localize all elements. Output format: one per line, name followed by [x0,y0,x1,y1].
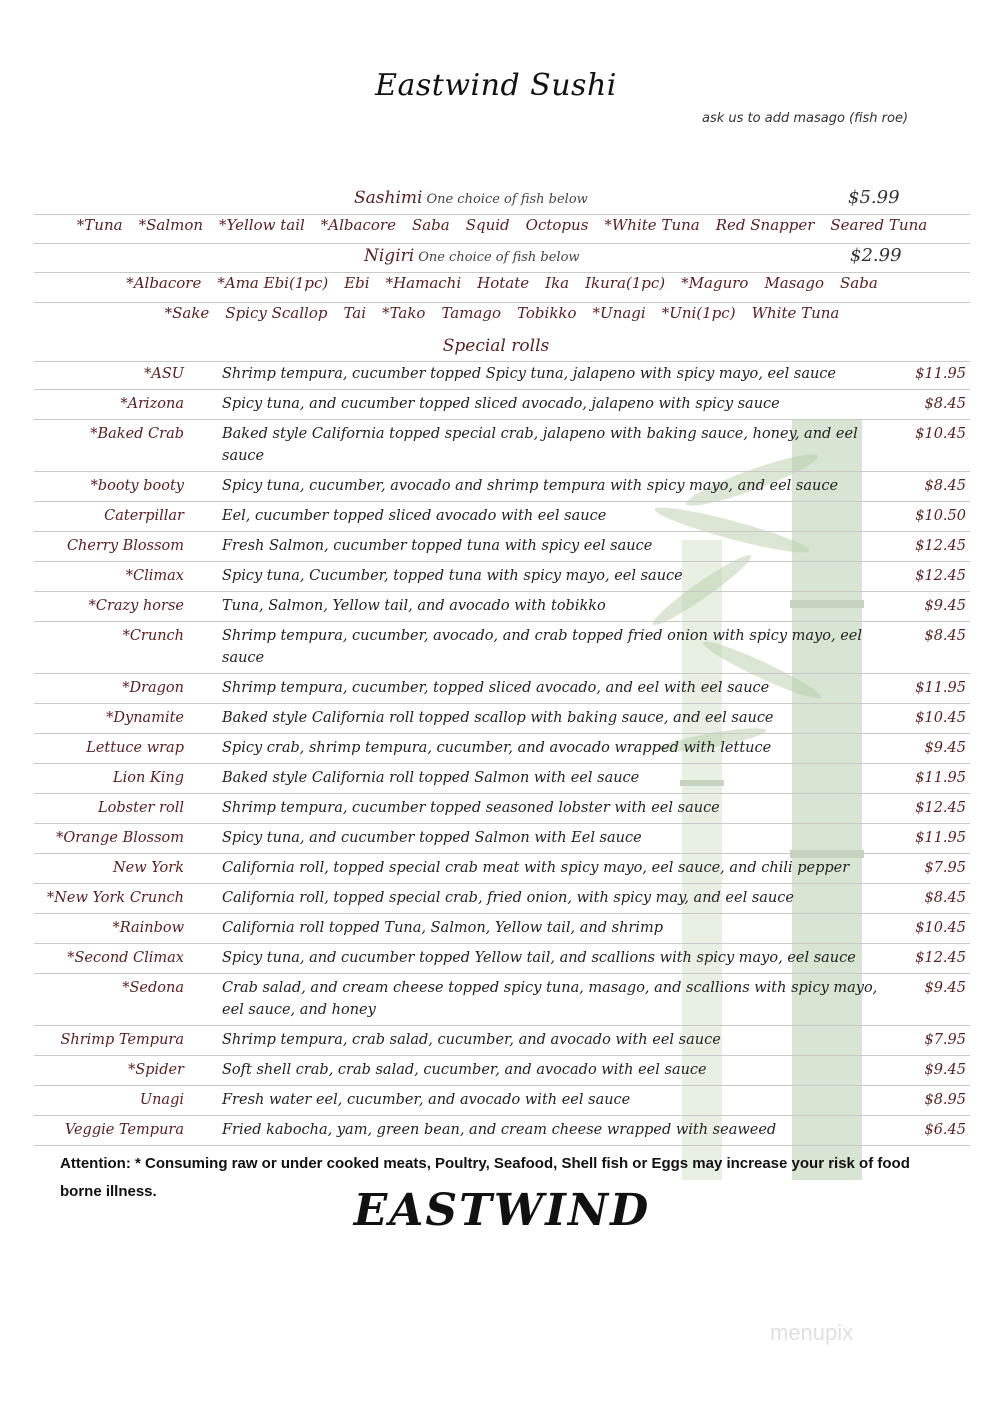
roll-row [34,914,970,944]
fish-option: *Maguro [681,274,749,292]
roll-row [34,794,970,824]
roll-price: $11.95 [915,680,966,696]
roll-price: $12.45 [915,568,966,584]
roll-desc: Shrimp tempura, cucumber, topped sliced avocado, and eel with eel sauce [222,680,770,696]
roll-desc: Baked style California topped special crab, jalapeno with baking sauce, honey, and eel sauce [222,426,858,464]
roll-row [34,734,970,764]
roll-name: *New York Crunch [46,890,184,906]
roll-price: $7.95 [924,860,966,876]
roll-price: $11.95 [915,366,966,382]
fish-option: Masago [764,274,825,292]
roll-price: $11.95 [915,770,966,786]
roll-name: *Rainbow [112,920,184,936]
sashimi-note: One choice of fish below [426,192,588,207]
roll-price: $8.45 [924,478,966,494]
roll-desc: Spicy tuna, cucumber, avocado and shrimp tempura with spicy mayo, and eel sauce [222,478,839,494]
roll-name: Unagi [139,1092,184,1108]
roll-row [34,592,970,622]
roll-name: Lettuce wrap [86,740,184,756]
roll-desc: Tuna, Salmon, Yellow tail, and avocado with tobikko [222,598,606,614]
roll-row [34,622,970,674]
fish-option: Saba [840,274,878,292]
roll-price: $9.45 [924,740,966,756]
roll-row [34,854,970,884]
fish-option: *Albacore [126,274,202,292]
roll-row [34,1026,970,1056]
fish-option: Ikura(1pc) [585,274,666,292]
roll-row [34,674,970,704]
fish-option: Octopus [525,216,589,234]
roll-desc: Shrimp tempura, cucumber, avocado, and crab topped fried onion with spicy mayo, eel sauce [222,628,862,666]
watermark: menupix [770,1320,854,1345]
nigiri-fish-list-2 [34,304,970,322]
fish-option: *Yellow tail [219,216,305,234]
roll-desc: Soft shell crab, crab salad, cucumber, and avocado with eel sauce [222,1062,707,1078]
roll-price: $12.45 [915,538,966,554]
fish-option: *Hamachi [385,274,462,292]
fish-option: *Salmon [138,216,204,234]
nigiri-price: $2.99 [850,245,902,266]
roll-name: *Crazy horse [88,598,184,614]
roll-desc: Baked style California roll topped scallop with baking sauce, and eel sauce [222,710,774,726]
restaurant-title: Eastwind Sushi [375,68,617,103]
eastwind-logo [352,1180,652,1240]
divider [34,272,970,273]
roll-name: *Dragon [122,680,184,696]
roll-row [34,974,970,1026]
roll-name: *Orange Blossom [56,830,184,846]
roll-row [34,562,970,592]
fish-option: Ebi [344,274,370,292]
fish-option: Seared Tuna [830,216,928,234]
roll-desc: California roll topped Tuna, Salmon, Yellow tail, and shrimp [222,920,664,936]
roll-price: $10.50 [915,508,966,524]
roll-row [34,390,970,420]
roll-name: *booty booty [90,478,184,494]
sashimi-heading [354,188,588,208]
roll-row [34,1116,970,1146]
roll-name: *Crunch [122,628,184,644]
roll-row [34,944,970,974]
roll-desc: Spicy tuna, Cucumber, topped tuna with spicy mayo, eel sauce [222,568,683,584]
nigiri-heading [364,246,580,266]
roll-name: Shrimp Tempura [60,1032,184,1048]
fish-option: *Ama Ebi(1pc) [217,274,329,292]
fish-option: *Sake [164,304,210,322]
special-rolls-heading: Special rolls [442,336,550,356]
roll-row [34,1086,970,1116]
roll-row [34,472,970,502]
roll-row [34,360,970,390]
fish-option: *Albacore [320,216,396,234]
roll-name: Cherry Blossom [66,538,184,554]
roll-row [34,824,970,854]
roll-desc: California roll, topped special crab, fried onion, with spicy may, and eel sauce [222,890,794,906]
roll-desc: Spicy tuna, and cucumber topped Salmon with Eel sauce [222,830,642,846]
nigiri-label: Nigiri [364,246,415,266]
fish-option: *Uni(1pc) [661,304,736,322]
roll-price: $8.45 [924,628,966,644]
roll-price: $11.95 [915,830,966,846]
roll-name: Lion King [112,770,184,786]
roll-name: *Spider [128,1062,184,1078]
roll-price: $10.45 [915,710,966,726]
roll-row [34,420,970,472]
roll-name: Veggie Tempura [64,1122,184,1138]
roll-desc: Spicy tuna, and cucumber topped sliced avocado, jalapeno with spicy sauce [222,396,780,412]
divider [34,214,970,215]
sashimi-price: $5.99 [848,187,900,208]
fish-option: Red Snapper [715,216,815,234]
fish-option: *Tuna [76,216,123,234]
fish-option: White Tuna [751,304,840,322]
special-rolls-list [34,360,970,1146]
roll-name: New York [112,860,184,876]
fish-option: *White Tuna [604,216,700,234]
roll-desc: Spicy tuna, and cucumber topped Yellow tail, and scallions with spicy mayo, eel sauce [222,950,856,966]
roll-desc: Shrimp tempura, cucumber topped seasoned lobster with eel sauce [222,800,720,816]
roll-price: $9.45 [924,980,966,996]
divider [34,302,970,303]
fish-option: Ika [545,274,570,292]
roll-price: $8.45 [924,396,966,412]
roll-name: *Dynamite [106,710,184,726]
roll-price: $8.45 [924,890,966,906]
roll-price: $10.45 [915,920,966,936]
roll-price: $7.95 [924,1032,966,1048]
roll-name: *Baked Crab [90,426,184,442]
fish-option: Tai [343,304,367,322]
roll-price: $12.45 [915,950,966,966]
roll-desc: Eel, cucumber topped sliced avocado with eel sauce [222,508,607,524]
sashimi-fish-list [34,216,970,234]
roll-name: *ASU [144,366,184,382]
roll-name: *Sedona [122,980,184,996]
roll-name: Lobster roll [98,800,184,816]
roll-name: Caterpillar [104,508,184,524]
roll-desc: Fresh water eel, cucumber, and avocado with eel sauce [222,1092,631,1108]
nigiri-fish-list-1 [34,274,970,292]
divider [34,243,970,244]
masago-note: ask us to add masago (fish roe) [702,111,909,126]
roll-price: $9.45 [924,598,966,614]
roll-price: $12.45 [915,800,966,816]
roll-desc: Shrimp tempura, crab salad, cucumber, and avocado with eel sauce [222,1032,721,1048]
roll-price: $6.45 [924,1122,966,1138]
nigiri-note: One choice of fish below [418,250,580,265]
fish-option: *Unagi [592,304,646,322]
fish-option: Hotate [477,274,530,292]
logo-text: EASTWIND [353,1185,651,1236]
roll-desc: Shrimp tempura, cucumber topped Spicy tuna, jalapeno with spicy mayo, eel sauce [222,366,836,382]
roll-desc: Crab salad, and cream cheese topped spicy tuna, masago, and scallions with spicy mayo, eel sauce, and honey [222,980,878,1018]
fish-option: Squid [465,216,510,234]
roll-name: *Second Climax [67,950,184,966]
roll-name: *Climax [125,568,184,584]
roll-desc: Fresh Salmon, cucumber topped tuna with spicy eel sauce [222,538,653,554]
roll-desc: Spicy crab, shrimp tempura, cucumber, and avocado wrapped with lettuce [222,740,772,756]
roll-row [34,704,970,734]
fish-option: Spicy Scallop [225,304,328,322]
fish-option: *Tako [382,304,426,322]
roll-desc: California roll, topped special crab meat with spicy mayo, eel sauce, and chili pepper [222,860,850,876]
fish-option: Saba [411,216,450,234]
roll-price: $9.45 [924,1062,966,1078]
fish-option: Tobikko [517,304,577,322]
roll-row [34,764,970,794]
roll-price: $10.45 [915,426,966,442]
fish-option: Tamago [441,304,502,322]
roll-desc: Baked style California roll topped Salmon with eel sauce [222,770,640,786]
roll-row [34,502,970,532]
sashimi-label: Sashimi [354,188,423,208]
roll-name: *Arizona [120,396,184,412]
roll-price: $8.95 [924,1092,966,1108]
roll-row [34,884,970,914]
roll-desc: Fried kabocha, yam, green bean, and cream cheese wrapped with seaweed [222,1122,777,1138]
roll-row [34,1056,970,1086]
allergy-warning: Attention: * Consuming raw or under cooked meats, Poultry, Seafood, Shell fish or Eggs may increase your risk of food borne illness. [60,1155,910,1200]
roll-row [34,532,970,562]
